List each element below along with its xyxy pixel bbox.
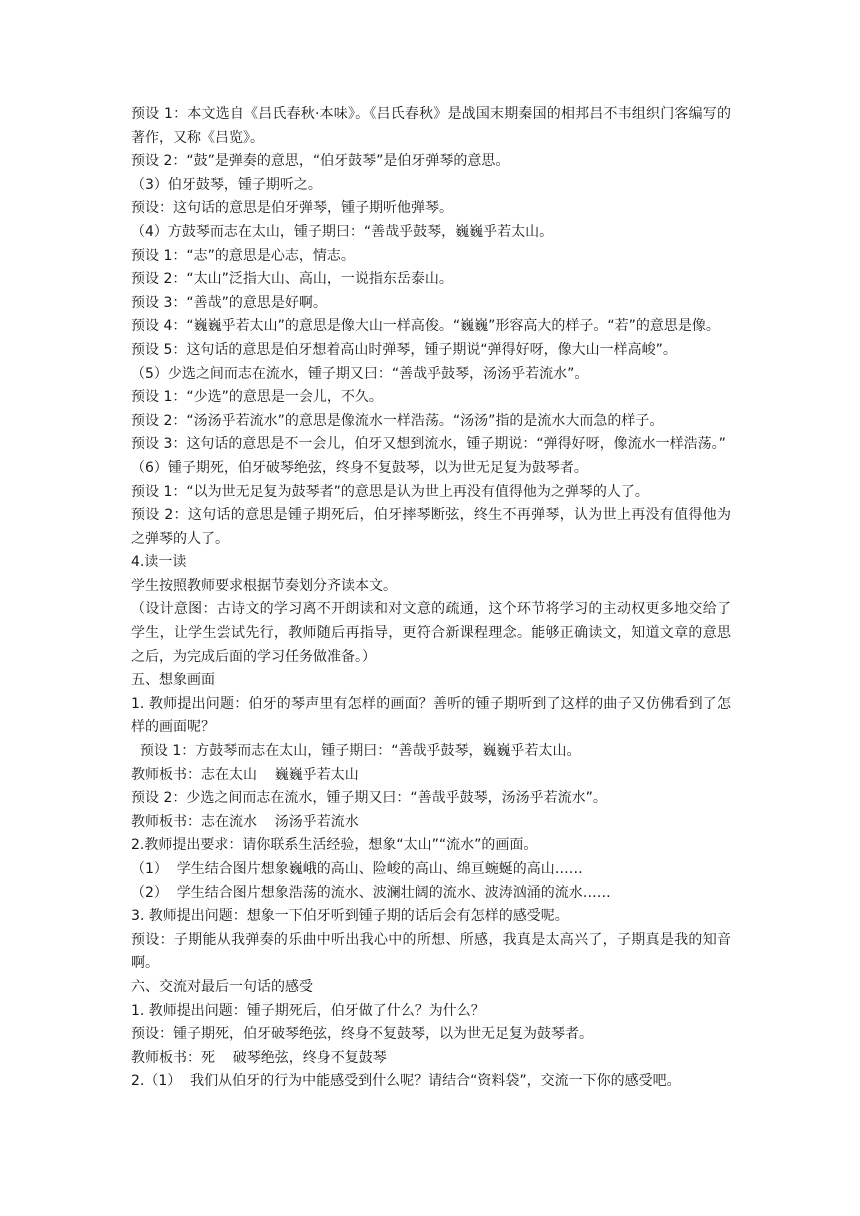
paragraph-requirement-2: 2.教师提出要求：请你联系生活经验，想象“太山”“流水”的画面。 (131, 837, 538, 854)
document-body (131, 103, 731, 1094)
paragraph-board-water: 教师板书：志在流水 汤汤乎若流水 (131, 813, 359, 830)
paragraph-preset-shaoxuan: 预设 1：“少选”的意思是一会儿，不久。 (131, 389, 383, 406)
paragraph-preset-5-meaning: 预设 5：这句话的意思是伯牙想着高山时弹琴，锺子期说“弹得好呀，像大山一样高峻”。 (131, 341, 677, 358)
paragraph-item-6: （6）锺子期死，伯牙破琴绝弦，终身不复鼓琴，以为世无足复为鼓琴者。 (131, 459, 588, 476)
paragraph-question-after-death: 1. 教师提出问题：锺子期死后，伯牙做了什么？为什么？ (131, 1002, 485, 1019)
paragraph-design-intent: （设计意图：古诗文的学习离不开朗读和对文意的疏通，这个环节将学习的主动权更多地交给了学生，让学生尝试先行，教师随后再指导，更符合新课程理念。能够正确读文，知道文章的意思之后，为完成后面的学习任务做准备。） (131, 601, 731, 665)
paragraph-board-mountain: 教师板书：志在太山 巍巍乎若太山 (131, 766, 359, 783)
paragraph-preset-3-meaning: 预设 3：这句话的意思是不一会儿，伯牙又想到流水，锺子期说：“弹得好呀，像流水一样浩荡。” (131, 436, 726, 453)
paragraph-preset-shanzai: 预设 3：“善哉”的意思是好啊。 (131, 294, 327, 311)
paragraph-preset-item-3: 预设：这句话的意思是伯牙弹琴，锺子期听他弹琴。 (131, 200, 453, 217)
paragraph-item-5: （5）少选之间而志在流水，锺子期又曰：“善哉乎鼓琴，汤汤乎若流水”。 (131, 365, 589, 382)
paragraph-discussion-2: 2.（1） 我们从伯牙的行为中能感受到什么呢？请结合“资料袋”，交流一下你的感受吧。 (131, 1073, 681, 1090)
heading-last-sentence: 六、交流对最后一句话的感受 (131, 978, 313, 995)
paragraph-preset-water: 预设 2：少选之间而志在流水，锺子期又曰：“善哉乎鼓琴，汤汤乎若流水”。 (131, 790, 607, 807)
paragraph-preset-2-gu: 预设 2：“鼓”是弹奏的意思，“伯牙鼓琴”是伯牙弹琴的意思。 (131, 153, 510, 170)
paragraph-preset-weiwei: 预设 4：“巍巍乎若太山”的意思是像大山一样高俊。“巍巍”形容高大的样子。“若”的意思是像。 (131, 318, 720, 335)
paragraph-imagine-waters: （2） 学生结合图片想象浩荡的流水、波澜壮阔的流水、波涛汹涌的流水…… (131, 884, 611, 901)
paragraph-preset-zhiyin: 预设：子期能从我弹奏的乐曲中听出我心中的所想、所感，我真是太高兴了，子期真是我的知音啊。 (131, 931, 731, 972)
paragraph-preset-mountain: 预设 1：方鼓琴而志在太山，锺子期曰：“善哉乎鼓琴，巍巍乎若太山。 (131, 743, 581, 760)
paragraph-preset-broke-qin: 预设：锺子期死，伯牙破琴绝弦，终身不复鼓琴，以为世无足复为鼓琴者。 (131, 1026, 593, 1043)
paragraph-item-3: （3）伯牙鼓琴，锺子期听之。 (131, 176, 322, 193)
paragraph-preset-zhi: 预设 1：“志”的意思是心志，情志。 (131, 247, 355, 264)
paragraph-preset-yiwei: 预设 1：“以为世无足复为鼓琴者”的意思是认为世上再没有值得他为之弹琴的人了。 (131, 483, 649, 500)
paragraph-board-death: 教师板书：死 破琴绝弦，终身不复鼓琴 (131, 1049, 387, 1066)
paragraph-preset-shangshang: 预设 2：“汤汤乎若流水”的意思是像流水一样浩荡。“汤汤”指的是流水大而急的样子。 (131, 412, 664, 429)
paragraph-preset-taishan: 预设 2：“太山”泛指大山、高山，一说指东岳泰山。 (131, 271, 453, 288)
paragraph-preset-2-meaning: 预设 2：这句话的意思是锺子期死后，伯牙摔琴断弦，终生不再弹琴，认为世上再没有值得他为之弹琴的人了。 (131, 507, 731, 547)
paragraph-question-3: 3. 教师提出问题：想象一下伯牙听到锺子期的话后会有怎样的感受呢。 (131, 908, 569, 925)
paragraph-item-4: （4）方鼓琴而志在太山，锺子期曰：“善哉乎鼓琴，巍巍乎若太山。 (131, 223, 554, 240)
paragraph-read-instruction: 学生按照教师要求根据节奏划分齐读本文。 (131, 577, 397, 594)
heading-imagine-scene: 五、想象画面 (131, 672, 215, 689)
paragraph-imagine-mountains: （1） 学生结合图片想象巍峨的高山、险峻的高山、绵亘蜿蜒的高山…… (131, 861, 583, 877)
paragraph-preset-1-source: 预设 1：本文选自《吕氏春秋·本味》。《吕氏春秋》是战国末期秦国的相邦吕不韦组织门客编写的著作，又称《吕览》。 (131, 106, 731, 146)
paragraph-question-1: 1. 教师提出问题：伯牙的琴声里有怎样的画面？善听的锺子期听到了这样的曲子又仿佛看到了怎样的画面呢？ (131, 695, 731, 736)
heading-read-aloud: 4.读一读 (131, 554, 187, 571)
